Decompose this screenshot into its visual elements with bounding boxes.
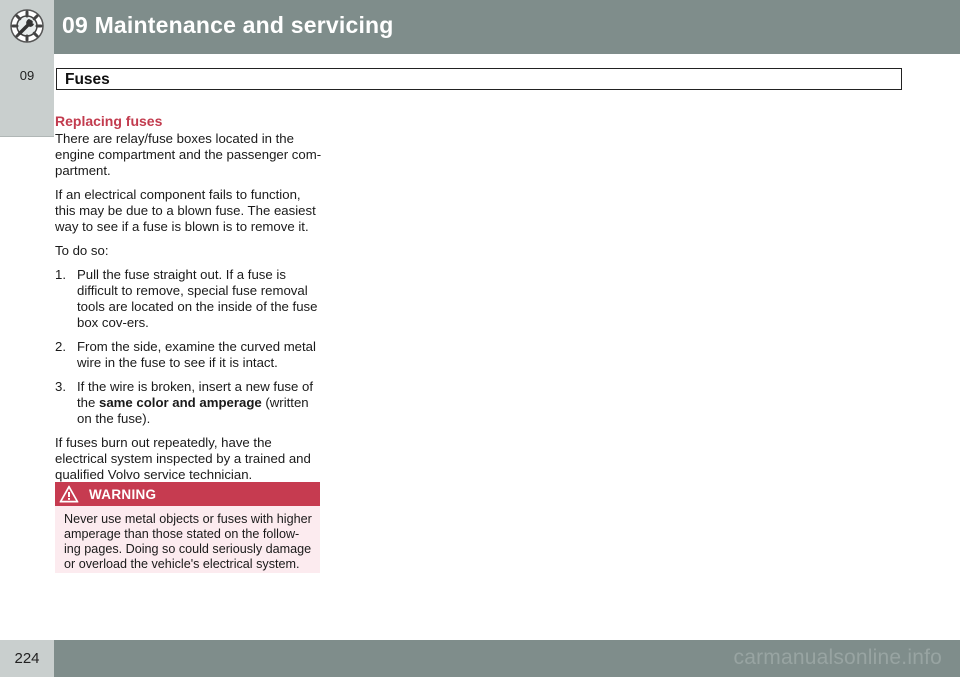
paragraph-blown-fuse: If an electrical component fails to function, this may be due to a blown fuse. The easiest way to see if a fuse is blown is to remove it.: [55, 187, 316, 234]
step-text: Pull the fuse straight out. If a fuse is difficult to remove, special fuse removal tools are located on the inside of the fuse box cov-ers.: [77, 267, 318, 330]
warning-title: WARNING: [89, 487, 157, 502]
paragraph-repeated: If fuses burn out repeatedly, have the electrical system inspected by a trained and qualified Volvo service technician.: [55, 435, 311, 482]
step-number: 1.: [55, 267, 66, 282]
main-content: [55, 113, 323, 491]
step-text: From the side, examine the curved metal wire in the fuse to see if it is intact.: [77, 339, 316, 370]
step-text-after: (written on the fuse).: [77, 395, 309, 426]
chapter-header: [0, 0, 960, 54]
section-title-bar: [56, 68, 902, 90]
watermark: carmanualsonline.info: [733, 646, 942, 669]
wrench-gear-icon: [9, 8, 45, 44]
step-number: 2.: [55, 339, 66, 354]
list-item: [55, 379, 323, 427]
steps-list: [55, 267, 323, 427]
step-text: If the wire is broken, insert a new fuse of the: [77, 379, 314, 410]
warning-header: [55, 482, 320, 506]
step-bold-text: same color and amperage: [99, 395, 262, 410]
chapter-title: 09 Maintenance and servicing: [62, 12, 394, 38]
step-number: 3.: [55, 379, 66, 394]
chapter-icon-box: [0, 0, 54, 54]
warning-triangle-icon: [59, 485, 79, 503]
paragraph-to-do-so: To do so:: [55, 243, 109, 258]
chapter-side-tab: [0, 54, 54, 137]
paragraph-intro: There are relay/fuse boxes located in the engine compartment and the passenger com-partment.: [55, 131, 322, 178]
warning-text: Never use metal objects or fuses with higher amperage than those stated on the follow-ing pages. Doing so could seriously damage or overload the vehicle's electrical system.: [64, 512, 312, 571]
list-item: [55, 267, 323, 331]
side-tab-label: 09: [19, 68, 35, 83]
page-footer: [0, 640, 960, 677]
page-number: 224: [14, 650, 40, 667]
page-number-box: [0, 640, 54, 677]
warning-box: [55, 482, 320, 573]
subheading: Replacing fuses: [55, 113, 163, 129]
section-title: Fuses: [65, 71, 110, 88]
list-item: [55, 339, 323, 371]
